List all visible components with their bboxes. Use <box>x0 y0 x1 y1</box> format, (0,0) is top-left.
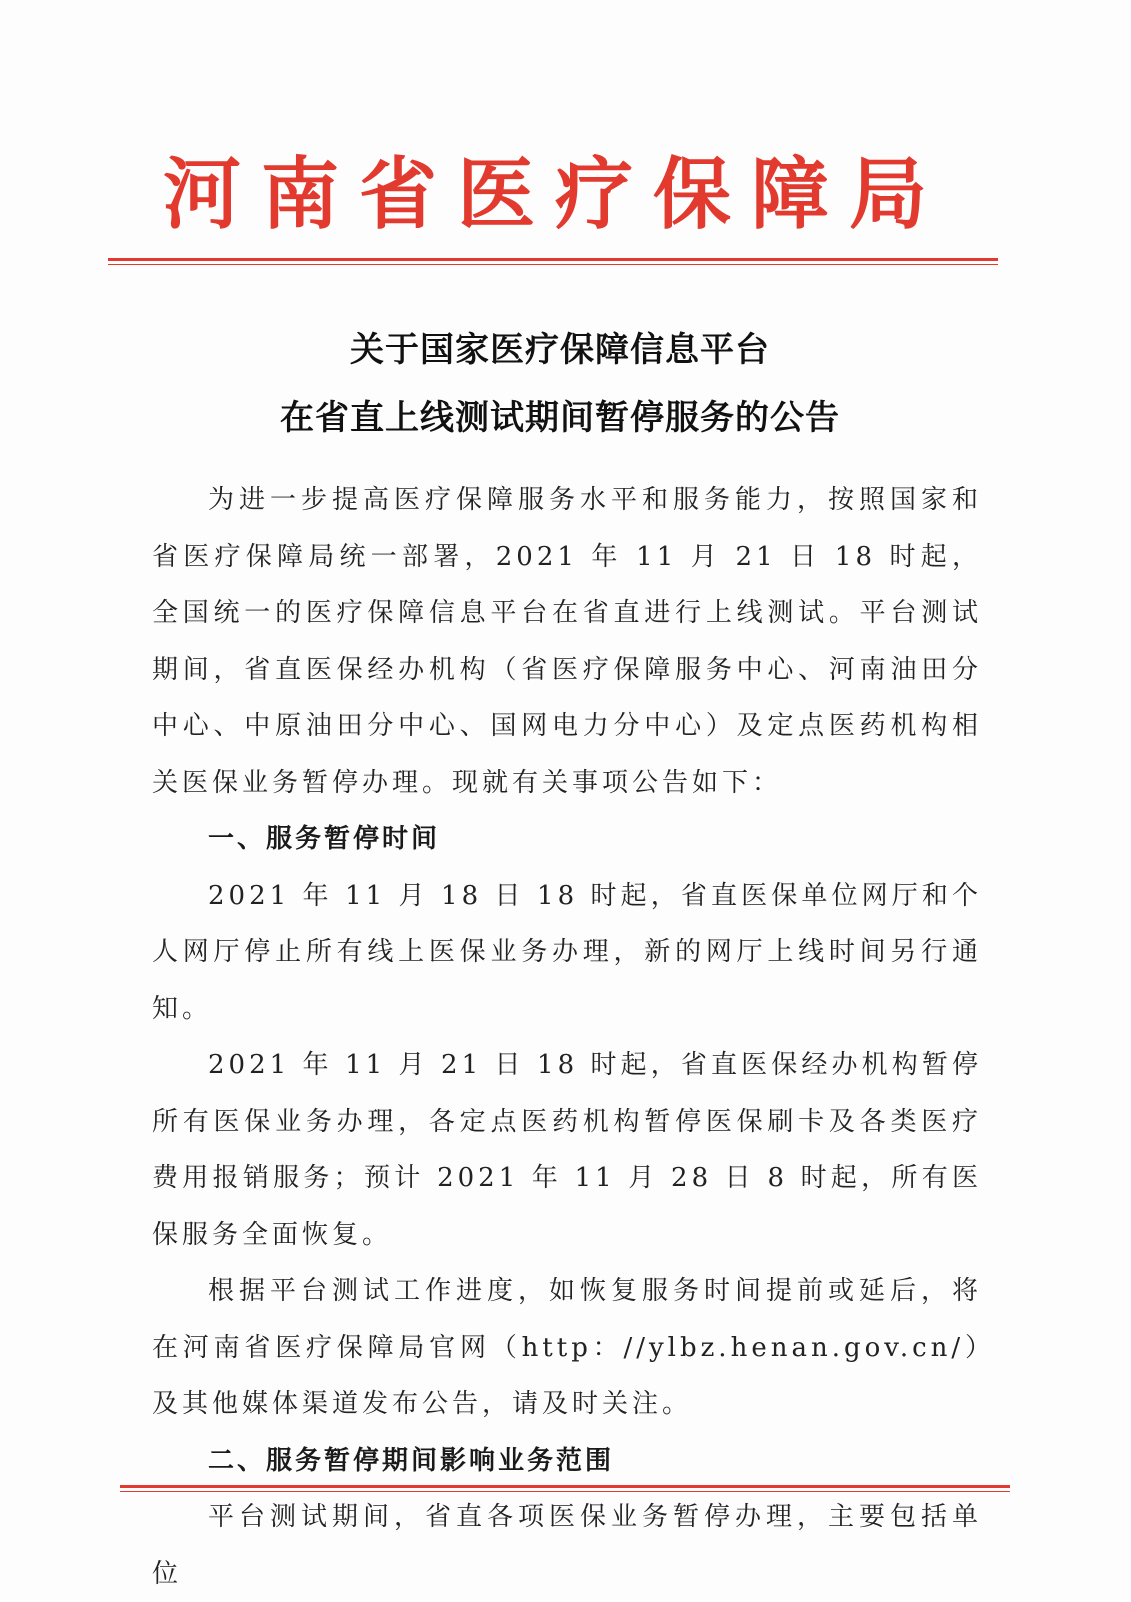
section-1-paragraph-1: 2021 年 11 月 18 日 18 时起，省直医保单位网厅和个人网厅停止所有线上医保业务办理，新的网厅上线时间另行通知。 <box>152 880 982 1024</box>
footer-divider <box>120 1485 1010 1492</box>
section-2-heading: 二、服务暂停期间影响业务范围 <box>208 1445 615 1476</box>
section-1-paragraph-2: 2021 年 11 月 21 日 18 时起，省直医保经办机构暂停所有医保业务办理，各定点医药机构暂停医保刷卡及各类医疗费用报销服务；预计 2021 年 11 月 28 日 8 时起，所有医保服务全面恢复。 <box>152 1050 982 1250</box>
notice-title-line-2: 在省直上线测试期间暂停服务的公告 <box>280 398 840 438</box>
section-1-heading: 一、服务暂停时间 <box>208 824 441 854</box>
intro-paragraph: 为进一步提高医疗保障服务水平和服务能力，按照国家和省医疗保障局统一部署，2021 年 11 月 21 日 18 时起，全国统一的医疗保障信息平台在省直进行上线测试。平台测试期间，省直医保经办机构（省医疗保障服务中心、河南油田分中心、中原油田分中心、国网电力分中心）及定点医药机构相关医保业务暂停办理。现就有关事项公告如下： <box>152 485 982 798</box>
agency-masthead: 河南省医疗保障局 <box>162 150 947 240</box>
notice-title-line-1: 关于国家医疗保障信息平台 <box>350 330 770 370</box>
section-2-paragraph-1: 平台测试期间，省直各项医保业务暂停办理，主要包括单位 <box>152 1502 982 1589</box>
notice-body <box>152 472 982 1602</box>
section-1-paragraph-3: 根据平台测试工作进度，如恢复服务时间提前或延后，将在河南省医疗保障局官网（http：//ylbz.henan.gov.cn/）及其他媒体渠道发布公告，请及时关注。 <box>152 1276 982 1419</box>
masthead-divider <box>108 258 998 265</box>
